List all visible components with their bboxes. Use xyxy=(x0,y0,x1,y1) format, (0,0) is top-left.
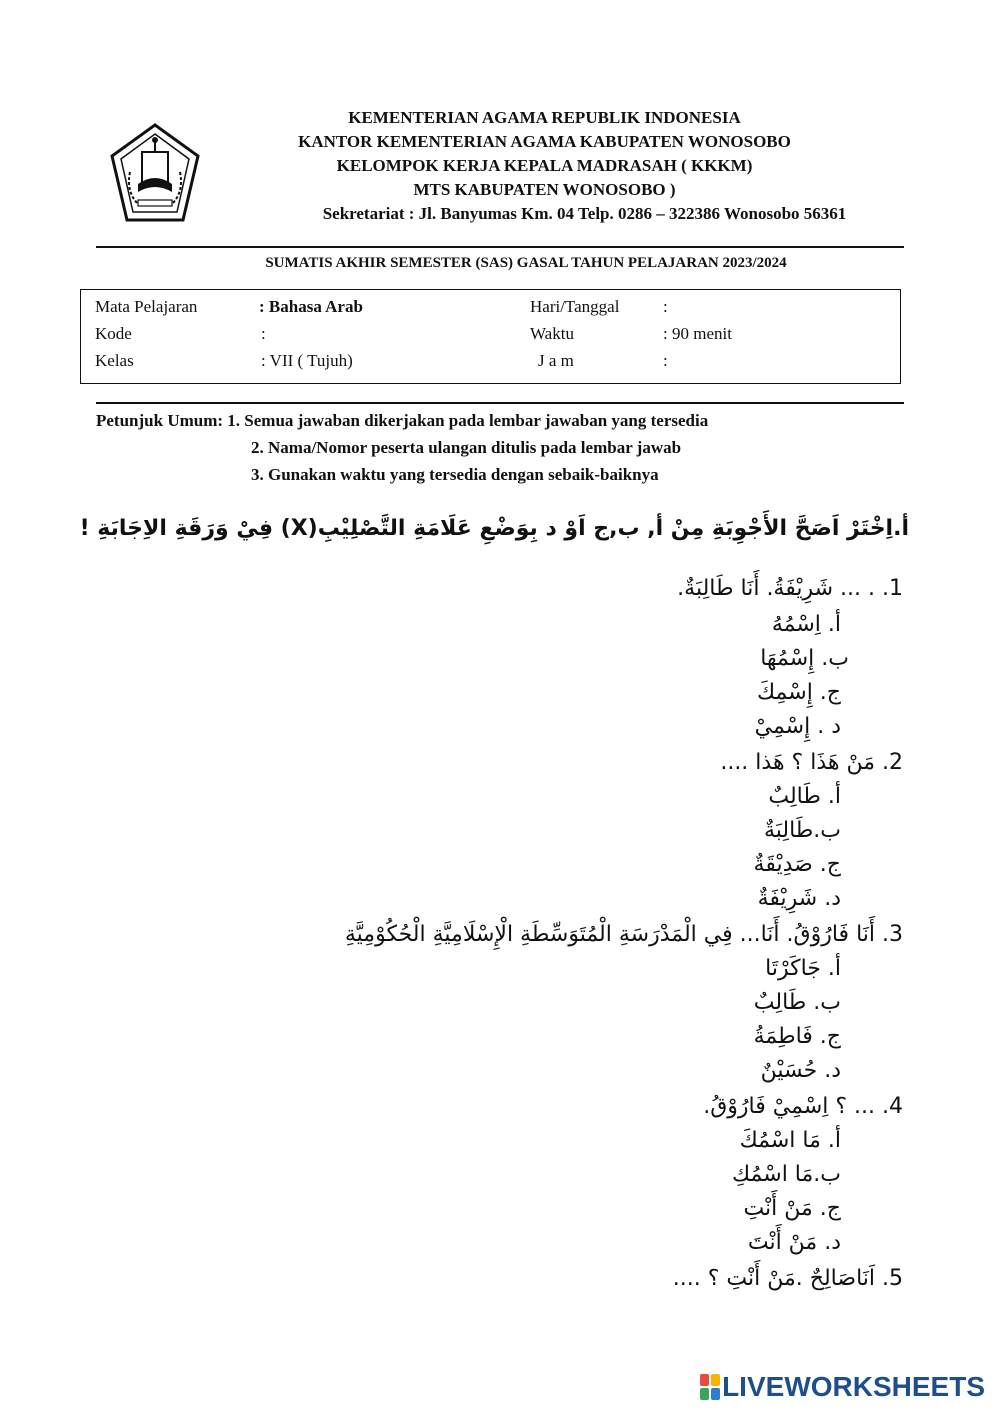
code-value: : xyxy=(261,324,266,343)
header-line-kkkm: KELOMPOK KERJA KEPALA MADRASAH ( KKKM) xyxy=(336,156,753,175)
logo-square-green xyxy=(700,1388,709,1400)
question-5: 5. اَنَاصَالِحٌ .مَنْ أَنْتِ ؟ .... xyxy=(672,1266,903,1291)
duration-value: : 90 menit xyxy=(663,324,732,343)
question-2-option-d: د. شَرِيْفَةٌ xyxy=(757,886,841,911)
class-label: Kelas xyxy=(95,351,134,370)
liveworksheets-watermark xyxy=(700,1371,985,1403)
instruction-3: 3. Gunakan waktu yang tersedia dengan sebaik-baiknya xyxy=(251,465,659,484)
logo-square-red xyxy=(700,1374,709,1386)
date-label: Hari/Tanggal xyxy=(530,297,620,316)
question-1: 1. . ... شَرِيْفَةُ. أَنَا طَالِبَةٌ. xyxy=(677,576,903,601)
header-line-ministry: KEMENTERIAN AGAMA REPUBLIK INDONESIA xyxy=(348,108,741,127)
question-1-option-d: د . إِسْمِيْ xyxy=(754,714,841,739)
question-2-option-b: ب.طَالِبَةٌ xyxy=(763,818,841,843)
header-line-address: Sekretariat : Jl. Banyumas Km. 04 Telp. 0286 – 322386 Wonosobo 56361 xyxy=(322,204,847,223)
class-value: : VII ( Tujuh) xyxy=(261,351,353,370)
instruction-2: 2. Nama/Nomor peserta ulangan ditulis pada lembar jawab xyxy=(251,438,682,457)
question-3-option-c: ج. فَاطِمَةُ xyxy=(753,1024,841,1049)
question-1-option-a: أ. اِسْمُهُ xyxy=(771,612,841,637)
info-divider xyxy=(96,402,904,404)
question-2: 2. مَنْ هَذَا ؟ هَذا .... xyxy=(720,750,903,775)
time-value: : xyxy=(663,351,668,370)
logo-square-yellow xyxy=(711,1374,720,1386)
question-1-option-c: ج. إِسْمِكَ xyxy=(757,680,841,705)
general-instructions xyxy=(96,407,708,488)
question-2-option-c: ج. صَدِيْقَةٌ xyxy=(753,852,841,877)
instruction-1: Petunjuk Umum: 1. Semua jawaban dikerjakan pada lembar jawaban yang tersedia xyxy=(96,411,709,430)
header-divider xyxy=(96,246,904,248)
logo-square-blue xyxy=(711,1388,720,1400)
question-4-option-c: ج. مَنْ أَنْتِ xyxy=(743,1196,841,1221)
question-3: 3. أَنَا فَارُوْقُ. أَنَا... فِي الْمَدْرَسَةِ الْمُتَوَسِّطَةِ الْإِسْلَامِيَّةِ الْحُكُوْمِيَّةِ xyxy=(344,922,903,947)
exam-title: SUMATIS AKHIR SEMESTER (SAS) GASAL TAHUN PELAJARAN 2023/2024 xyxy=(265,255,787,271)
letterhead xyxy=(150,106,939,226)
question-1-option-b: ب. إِسْمُهَا xyxy=(760,646,849,671)
liveworksheets-logo-icon xyxy=(700,1374,720,1400)
duration-label: Waktu xyxy=(530,324,574,343)
question-3-option-d: د. حُسَيْنٌ xyxy=(760,1058,841,1083)
code-label: Kode xyxy=(95,324,132,343)
question-4: 4. ... ؟ اِسْمِيْ فَارُوْقُ. xyxy=(703,1094,903,1119)
liveworksheets-brand: LIVEWORKSHEETS xyxy=(722,1371,985,1402)
section-instruction: أ.اِخْتَرْ اَصَحَّ الأَجْوِبَةِ مِنْ أ, ب,ج اَوْ د بِوَضْعِ عَلَامَةِ التَّصْلِيْبِ(X) فِيْ وَرَقَةِ الاِجَابَةِ ! xyxy=(79,516,909,541)
question-2-option-a: أ. طَالِبٌ xyxy=(768,784,841,809)
question-4-option-b: ب.مَا اسْمُكِ xyxy=(732,1162,841,1187)
question-4-option-d: د. مَنْ أَنْتَ xyxy=(747,1230,841,1255)
question-3-option-a: أ. جَاكَرْتَا xyxy=(765,956,841,981)
question-4-option-a: أ. مَا اسْمُكَ xyxy=(739,1128,841,1153)
time-label: J a m xyxy=(538,351,574,370)
subject-label: Mata Pelajaran xyxy=(95,297,198,316)
header-line-mts: MTS KABUPATEN WONOSOBO ) xyxy=(413,180,676,199)
exam-info-box xyxy=(80,289,901,384)
date-value: : xyxy=(663,297,668,316)
question-3-option-b: ب. طَالِبٌ xyxy=(753,990,841,1015)
subject-value: : Bahasa Arab xyxy=(259,297,363,316)
header-line-office: KANTOR KEMENTERIAN AGAMA KABUPATEN WONOSOBO xyxy=(298,132,791,151)
